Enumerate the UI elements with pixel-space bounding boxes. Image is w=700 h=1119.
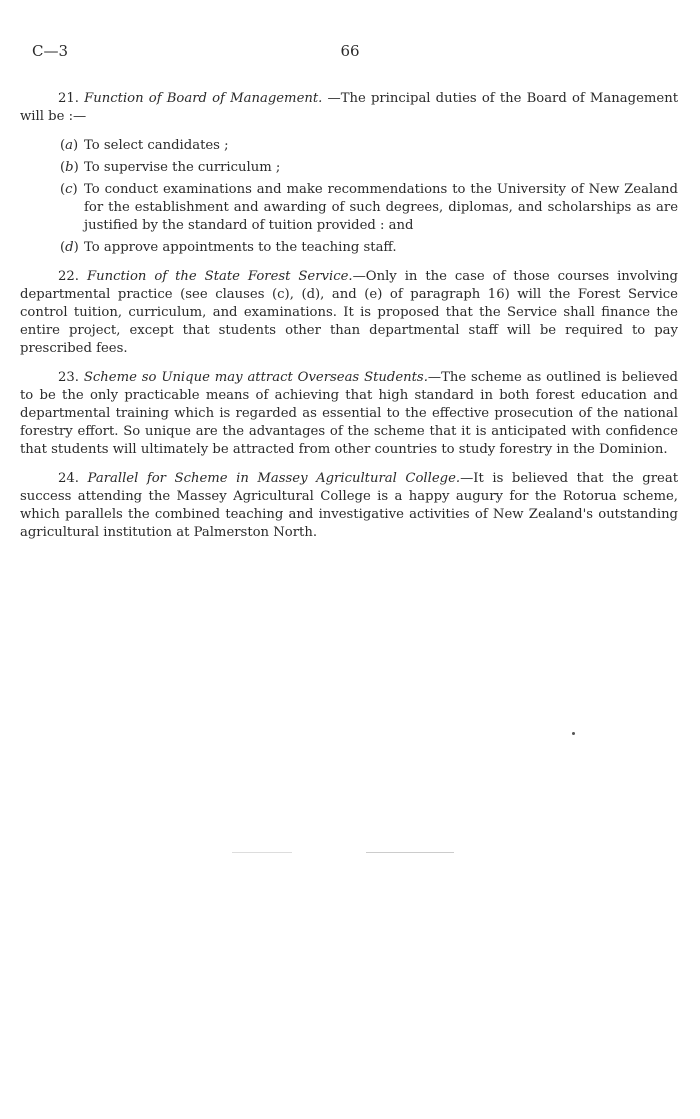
list-item: [20, 239, 678, 257]
paragraph-heading: Scheme so Unique may attract Overseas Students.: [83, 370, 428, 385]
paragraph-heading: Function of Board of Management.: [84, 91, 323, 106]
paragraph-22: [20, 268, 678, 358]
list-item: [20, 181, 678, 235]
paragraph-heading: Function of the State Forest Service.: [86, 269, 353, 284]
paragraph-heading: Parallel for Scheme in Massey Agricultural College.: [87, 471, 461, 486]
list-marker: (c): [60, 182, 78, 197]
list-item-text: To conduct examinations and make recommendations to the University of New Zealand for the establishment and awarding of such degrees, diplomas, and scholarships as are justified by the standard of tuition provided : and: [84, 182, 678, 233]
list-marker: (d): [60, 240, 79, 255]
paragraph-24: [20, 470, 678, 542]
paragraph-21: [20, 90, 678, 126]
list-item-text: To approve appointments to the teaching staff.: [84, 240, 397, 255]
list-item: [20, 137, 678, 155]
paragraph-text: —Only in the case of those courses involving departmental practice (see clauses (c), (d), and (e) of paragraph 16) will the Forest Service control tuition, curriculum, and examinations. It is proposed that the Service shall finance the entire project, except that students other than departmental staff will be required to pay prescribed fees.: [20, 269, 679, 356]
paragraph-number: 24.: [58, 471, 79, 486]
scan-speck: [572, 732, 575, 735]
document-body: [20, 90, 678, 553]
document-reference: C—3: [32, 42, 69, 60]
list-marker: (a): [60, 138, 79, 153]
page-number: 66: [340, 42, 360, 60]
list-item: [20, 159, 678, 177]
scan-smudge: [366, 852, 454, 853]
list-item-text: To supervise the curriculum ;: [84, 160, 281, 175]
scan-smudge: [232, 852, 292, 853]
list-marker: (b): [60, 160, 79, 175]
paragraph-text: —It is believed that the great success attending the Massey Agricultural College is a happy augury for the Rotorua scheme, which parallels the combined teaching and investigative activities of New Zealand's outstanding agricultural institution at Palmerston North.: [20, 471, 678, 540]
duties-list: [20, 137, 678, 257]
paragraph-number: 21.: [58, 91, 79, 106]
paragraph-number: 22.: [58, 269, 79, 284]
paragraph-number: 23.: [58, 370, 79, 385]
paragraph-text: —The principal duties of the Board of Management will be :—: [20, 91, 678, 124]
paragraph-23: [20, 369, 678, 459]
paragraph-text: —The scheme as outlined is believed to be the only practicable means of achieving that high standard in both forest education and departmental training which is regarded as essential to the effective prosecution of the national forestry effort. So unique are the advantages of the scheme that it is anticipated with confidence that students will ultimately be attracted from other countries to study forestry in the Dominion.: [20, 370, 678, 457]
list-item-text: To select candidates ;: [84, 138, 229, 153]
